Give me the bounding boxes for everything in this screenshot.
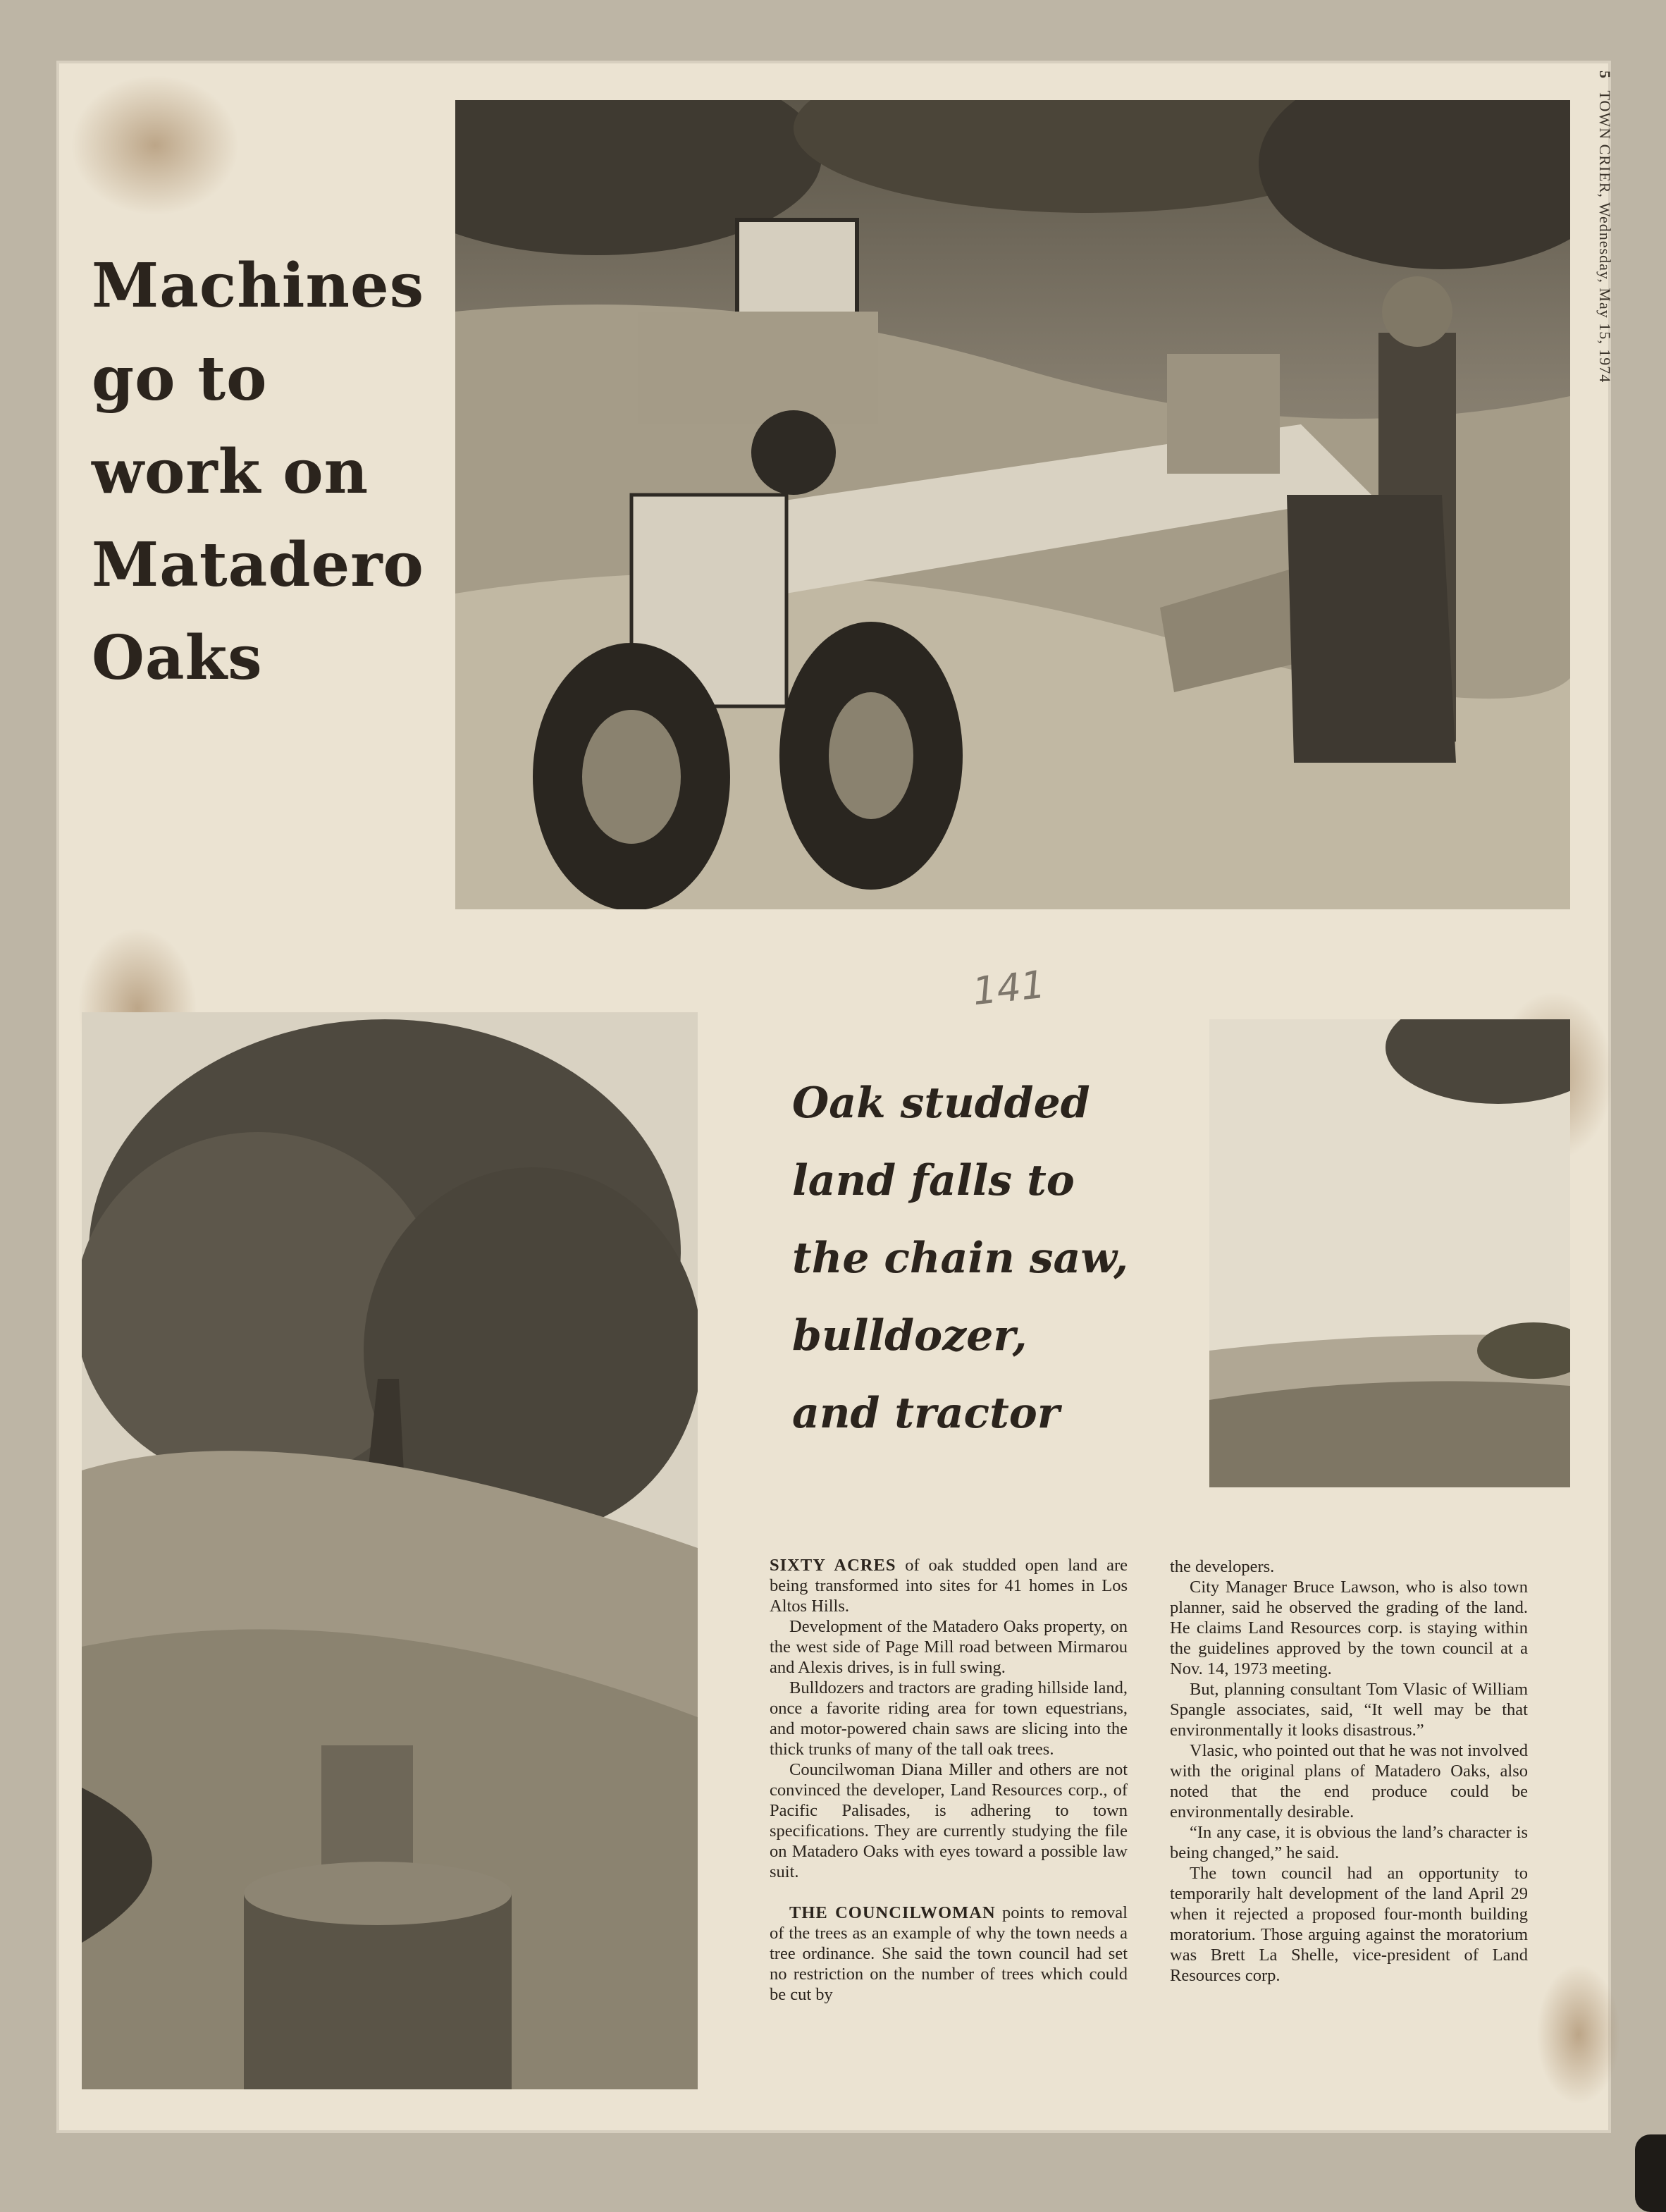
article-paragraph <box>770 1678 1128 1759</box>
cleared-hillside-photo <box>1209 1019 1570 1487</box>
paragraph-text: points to removal of the trees as an example of why the town needs a tree ordinance. She said the town council had set no restriction on the number of trees which could be cut by <box>770 1903 1128 2004</box>
publication-date-line: TOWN CRIER, Wednesday, May 15, 1974 <box>1596 90 1614 383</box>
paragraph-text: Vlasic, who pointed out that he was not involved with the original plans of Matadero Oaks, also noted that the end produce could be environmentally desirable. <box>1170 1741 1528 1821</box>
headline-line: go to <box>92 343 268 414</box>
headline-line: Matadero <box>92 529 424 601</box>
article-paragraph <box>770 1616 1128 1678</box>
article-paragraph <box>770 1903 1128 2005</box>
article-paragraph <box>770 1759 1128 1882</box>
headline <box>92 240 458 705</box>
deck-line: land falls to <box>792 1156 1075 1205</box>
article-paragraph <box>770 1555 1128 1616</box>
paragraph-text: Development of the Matadero Oaks property, on the west side of Page Mill road between Mirmarou and Alexis drives, is in full swing. <box>770 1617 1128 1677</box>
headline-line: Machines <box>92 250 425 321</box>
paragraph-lead: SIXTY ACRES <box>770 1556 896 1575</box>
article-paragraph <box>1170 1679 1528 1740</box>
article-column-2 <box>1170 1556 1528 1986</box>
article-paragraph <box>1170 1740 1528 1822</box>
deck-line: Oak studded <box>792 1079 1090 1128</box>
article-paragraph <box>1170 1556 1528 1577</box>
paragraph-lead: THE COUNCILWOMAN <box>789 1903 996 1922</box>
publication-line <box>1596 70 1614 383</box>
deck-headline <box>792 1064 1187 1452</box>
water-stain <box>70 75 240 216</box>
deck-line: bulldozer, <box>792 1311 1028 1360</box>
article-paragraph <box>1170 1822 1528 1863</box>
paragraph-text: “In any case, it is obvious the land’s character is being changed,” he said. <box>1170 1823 1528 1862</box>
article-paragraph <box>1170 1577 1528 1679</box>
oak-tree-stump-photo <box>82 1012 698 2089</box>
paragraph-text: City Manager Bruce Lawson, who is also town planner, said he observed the grading of the land. He claims Land Resources corp. is staying within the guidelines approved by the town council at a Nov. 14, 1973 meeting. <box>1170 1578 1528 1678</box>
article-column-1 <box>770 1555 1128 2005</box>
headline-line: work on <box>92 436 369 508</box>
paragraph-text: But, planning consultant Tom Vlasic of William Spangle associates, said, “It well may be that environmentally it looks disastrous.” <box>1170 1680 1528 1740</box>
binder-clip <box>1635 2134 1666 2212</box>
paragraph-text: The town council had an opportunity to temporarily halt development of the land April 29 when it rejected a proposed four-month building moratorium. Those arguing against the moratorium was Brett La Shelle, vice-president of Land Resources corp. <box>1170 1864 1528 1985</box>
paragraph-text: of oak studded open land are being transformed into sites for 41 homes in Los Altos Hills. <box>770 1556 1128 1616</box>
road-grader-photo <box>455 100 1570 909</box>
page-number: 5 <box>1596 70 1614 79</box>
deck-line: the chain saw, <box>792 1234 1129 1283</box>
paragraph-text: Bulldozers and tractors are grading hillside land, once a favorite riding area for town equestrians, and motor-powered chain saws are slicing into the thick trunks of many of the tall oak trees. <box>770 1678 1128 1759</box>
handwritten-number: 141 <box>970 961 1048 1014</box>
article-paragraph <box>1170 1863 1528 1986</box>
water-stain <box>1536 1964 1621 2105</box>
deck-line: and tractor <box>792 1389 1060 1438</box>
paragraph-text: Councilwoman Diana Miller and others are not convinced the developer, Land Resources corp., of Pacific Palisades, is adhering to town specifications. They are currently studying the file on Matadero Oaks with eyes toward a possible law suit. <box>770 1760 1128 1881</box>
paragraph-text: the developers. <box>1170 1557 1275 1576</box>
headline-line: Oaks <box>92 622 263 694</box>
